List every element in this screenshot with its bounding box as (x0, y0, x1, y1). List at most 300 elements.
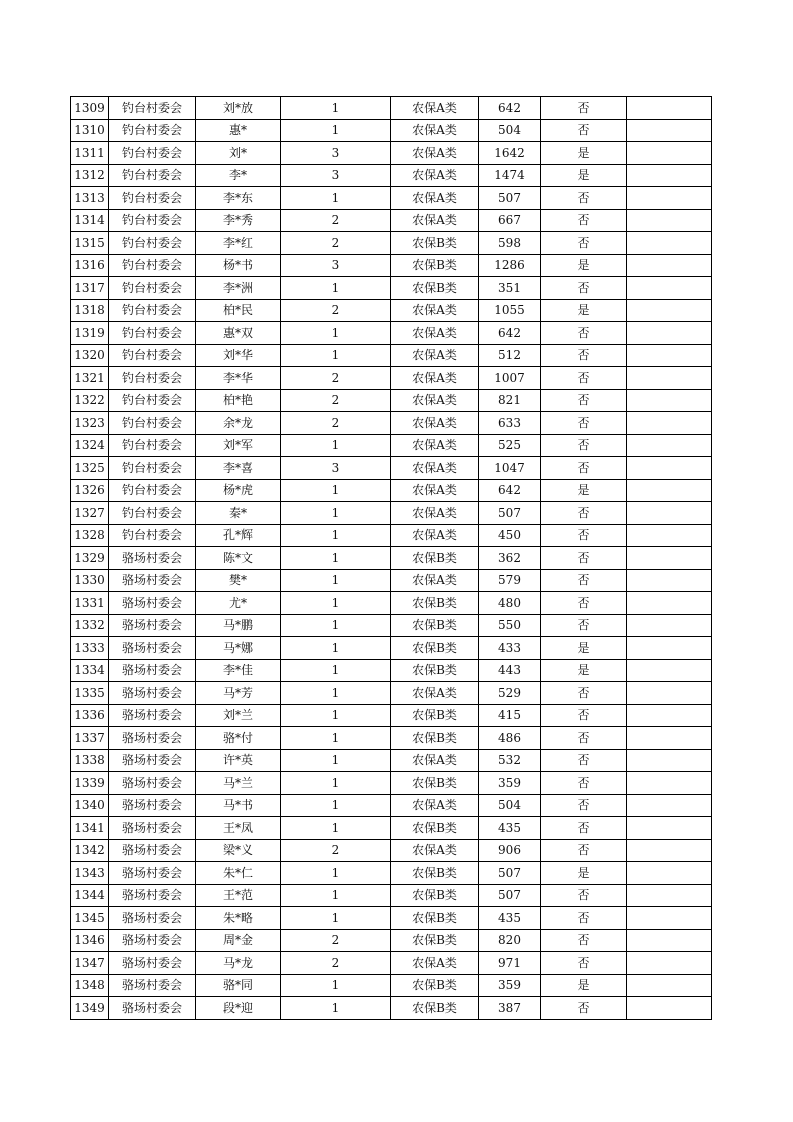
cell-insurance-category: 农保B类 (391, 614, 479, 637)
cell-remark (627, 637, 712, 660)
table-row (71, 974, 712, 997)
cell-household-count: 1 (281, 547, 391, 570)
cell-row-number: 1323 (71, 412, 109, 435)
cell-household-count: 1 (281, 569, 391, 592)
cell-flag-yes-no: 否 (541, 772, 627, 795)
cell-flag-yes-no: 否 (541, 614, 627, 637)
cell-household-count: 1 (281, 344, 391, 367)
cell-person-name: 李*佳 (196, 659, 281, 682)
cell-village-committee: 骆场村委会 (109, 749, 196, 772)
cell-village-committee: 钓台村委会 (109, 209, 196, 232)
cell-person-name: 刘* (196, 142, 281, 165)
cell-household-count: 3 (281, 457, 391, 480)
cell-amount: 415 (479, 704, 541, 727)
cell-household-count: 2 (281, 412, 391, 435)
cell-amount: 512 (479, 344, 541, 367)
cell-row-number: 1318 (71, 299, 109, 322)
cell-village-committee: 钓台村委会 (109, 344, 196, 367)
cell-flag-yes-no: 否 (541, 457, 627, 480)
cell-row-number: 1320 (71, 344, 109, 367)
cell-insurance-category: 农保B类 (391, 727, 479, 750)
table-row (71, 637, 712, 660)
cell-household-count: 2 (281, 929, 391, 952)
table-row (71, 929, 712, 952)
table-row (71, 952, 712, 975)
cell-person-name: 柏*艳 (196, 389, 281, 412)
cell-row-number: 1315 (71, 232, 109, 255)
cell-remark (627, 997, 712, 1020)
cell-flag-yes-no: 否 (541, 794, 627, 817)
cell-village-committee: 钓台村委会 (109, 502, 196, 525)
cell-row-number: 1333 (71, 637, 109, 660)
cell-flag-yes-no: 否 (541, 187, 627, 210)
cell-person-name: 王*范 (196, 884, 281, 907)
cell-flag-yes-no: 否 (541, 839, 627, 862)
cell-flag-yes-no: 否 (541, 817, 627, 840)
cell-person-name: 马*娜 (196, 637, 281, 660)
cell-insurance-category: 农保A类 (391, 434, 479, 457)
cell-remark (627, 412, 712, 435)
cell-flag-yes-no: 是 (541, 659, 627, 682)
cell-row-number: 1321 (71, 367, 109, 390)
cell-amount: 480 (479, 592, 541, 615)
cell-person-name: 朱*仁 (196, 862, 281, 885)
table-row (71, 344, 712, 367)
cell-amount: 971 (479, 952, 541, 975)
cell-remark (627, 142, 712, 165)
cell-flag-yes-no: 否 (541, 97, 627, 120)
cell-village-committee: 骆场村委会 (109, 772, 196, 795)
table-row (71, 457, 712, 480)
table-row (71, 592, 712, 615)
cell-village-committee: 钓台村委会 (109, 457, 196, 480)
table-row (71, 749, 712, 772)
cell-insurance-category: 农保B类 (391, 704, 479, 727)
cell-household-count: 1 (281, 637, 391, 660)
cell-village-committee: 骆场村委会 (109, 547, 196, 570)
cell-row-number: 1331 (71, 592, 109, 615)
cell-row-number: 1337 (71, 727, 109, 750)
cell-household-count: 1 (281, 524, 391, 547)
cell-flag-yes-no: 是 (541, 254, 627, 277)
cell-flag-yes-no: 是 (541, 974, 627, 997)
cell-row-number: 1341 (71, 817, 109, 840)
cell-flag-yes-no: 否 (541, 952, 627, 975)
cell-remark (627, 119, 712, 142)
cell-amount: 507 (479, 884, 541, 907)
cell-amount: 486 (479, 727, 541, 750)
cell-row-number: 1322 (71, 389, 109, 412)
cell-remark (627, 344, 712, 367)
cell-flag-yes-no: 是 (541, 142, 627, 165)
cell-flag-yes-no: 是 (541, 479, 627, 502)
cell-village-committee: 骆场村委会 (109, 974, 196, 997)
cell-household-count: 2 (281, 367, 391, 390)
cell-household-count: 1 (281, 659, 391, 682)
cell-person-name: 王*凤 (196, 817, 281, 840)
cell-remark (627, 254, 712, 277)
cell-insurance-category: 农保A类 (391, 682, 479, 705)
cell-village-committee: 钓台村委会 (109, 142, 196, 165)
cell-person-name: 骆*付 (196, 727, 281, 750)
cell-household-count: 1 (281, 749, 391, 772)
cell-amount: 443 (479, 659, 541, 682)
cell-flag-yes-no: 否 (541, 232, 627, 255)
cell-remark (627, 524, 712, 547)
cell-amount: 359 (479, 772, 541, 795)
cell-flag-yes-no: 否 (541, 547, 627, 570)
cell-village-committee: 骆场村委会 (109, 637, 196, 660)
cell-person-name: 马*兰 (196, 772, 281, 795)
cell-person-name: 李* (196, 164, 281, 187)
cell-insurance-category: 农保B类 (391, 997, 479, 1020)
cell-insurance-category: 农保A类 (391, 457, 479, 480)
cell-insurance-category: 农保B类 (391, 254, 479, 277)
cell-household-count: 1 (281, 97, 391, 120)
cell-remark (627, 974, 712, 997)
cell-row-number: 1326 (71, 479, 109, 502)
cell-household-count: 1 (281, 322, 391, 345)
table-row (71, 367, 712, 390)
cell-insurance-category: 农保A类 (391, 209, 479, 232)
cell-flag-yes-no: 否 (541, 727, 627, 750)
cell-amount: 1474 (479, 164, 541, 187)
cell-flag-yes-no: 否 (541, 569, 627, 592)
cell-insurance-category: 农保A类 (391, 142, 479, 165)
table-row (71, 434, 712, 457)
cell-village-committee: 钓台村委会 (109, 119, 196, 142)
cell-village-committee: 钓台村委会 (109, 524, 196, 547)
table-row (71, 547, 712, 570)
cell-amount: 1047 (479, 457, 541, 480)
cell-person-name: 尤* (196, 592, 281, 615)
cell-person-name: 刘*兰 (196, 704, 281, 727)
cell-flag-yes-no: 否 (541, 592, 627, 615)
table-row (71, 322, 712, 345)
cell-flag-yes-no: 否 (541, 322, 627, 345)
cell-remark (627, 367, 712, 390)
cell-flag-yes-no: 否 (541, 929, 627, 952)
cell-row-number: 1342 (71, 839, 109, 862)
cell-remark (627, 952, 712, 975)
cell-row-number: 1346 (71, 929, 109, 952)
cell-amount: 525 (479, 434, 541, 457)
cell-amount: 821 (479, 389, 541, 412)
cell-amount: 387 (479, 997, 541, 1020)
cell-row-number: 1330 (71, 569, 109, 592)
cell-flag-yes-no: 否 (541, 412, 627, 435)
cell-row-number: 1328 (71, 524, 109, 547)
cell-insurance-category: 农保B类 (391, 592, 479, 615)
cell-amount: 433 (479, 637, 541, 660)
table-row (71, 299, 712, 322)
cell-person-name: 李*洲 (196, 277, 281, 300)
cell-amount: 642 (479, 322, 541, 345)
cell-insurance-category: 农保A类 (391, 344, 479, 367)
cell-insurance-category: 农保A类 (391, 502, 479, 525)
cell-insurance-category: 农保A类 (391, 119, 479, 142)
cell-household-count: 2 (281, 232, 391, 255)
cell-amount: 667 (479, 209, 541, 232)
cell-remark (627, 839, 712, 862)
cell-insurance-category: 农保A类 (391, 187, 479, 210)
cell-village-committee: 钓台村委会 (109, 299, 196, 322)
cell-person-name: 杨*书 (196, 254, 281, 277)
cell-amount: 504 (479, 794, 541, 817)
cell-row-number: 1316 (71, 254, 109, 277)
cell-person-name: 刘*放 (196, 97, 281, 120)
cell-household-count: 1 (281, 434, 391, 457)
cell-household-count: 2 (281, 299, 391, 322)
cell-amount: 633 (479, 412, 541, 435)
cell-amount: 642 (479, 479, 541, 502)
cell-amount: 532 (479, 749, 541, 772)
cell-remark (627, 862, 712, 885)
cell-person-name: 朱*略 (196, 907, 281, 930)
cell-village-committee: 钓台村委会 (109, 367, 196, 390)
cell-household-count: 1 (281, 704, 391, 727)
cell-remark (627, 479, 712, 502)
cell-insurance-category: 农保A类 (391, 952, 479, 975)
table-row (71, 884, 712, 907)
cell-flag-yes-no: 是 (541, 637, 627, 660)
cell-insurance-category: 农保B类 (391, 974, 479, 997)
cell-village-committee: 钓台村委会 (109, 322, 196, 345)
cell-insurance-category: 农保A类 (391, 322, 479, 345)
cell-insurance-category: 农保B类 (391, 547, 479, 570)
cell-row-number: 1335 (71, 682, 109, 705)
cell-household-count: 3 (281, 254, 391, 277)
cell-village-committee: 骆场村委会 (109, 569, 196, 592)
table-row (71, 524, 712, 547)
cell-person-name: 余*龙 (196, 412, 281, 435)
cell-person-name: 李*喜 (196, 457, 281, 480)
cell-insurance-category: 农保B类 (391, 862, 479, 885)
cell-remark (627, 434, 712, 457)
cell-flag-yes-no: 是 (541, 164, 627, 187)
table-row (71, 907, 712, 930)
cell-flag-yes-no: 否 (541, 884, 627, 907)
cell-row-number: 1313 (71, 187, 109, 210)
cell-row-number: 1349 (71, 997, 109, 1020)
cell-insurance-category: 农保A类 (391, 164, 479, 187)
cell-household-count: 1 (281, 682, 391, 705)
cell-household-count: 1 (281, 974, 391, 997)
cell-remark (627, 502, 712, 525)
cell-row-number: 1334 (71, 659, 109, 682)
cell-village-committee: 骆场村委会 (109, 929, 196, 952)
cell-person-name: 段*迎 (196, 997, 281, 1020)
cell-village-committee: 钓台村委会 (109, 479, 196, 502)
cell-insurance-category: 农保A类 (391, 569, 479, 592)
cell-remark (627, 704, 712, 727)
cell-person-name: 柏*民 (196, 299, 281, 322)
cell-amount: 507 (479, 862, 541, 885)
cell-village-committee: 骆场村委会 (109, 884, 196, 907)
cell-remark (627, 389, 712, 412)
cell-village-committee: 钓台村委会 (109, 254, 196, 277)
cell-household-count: 3 (281, 164, 391, 187)
cell-village-committee: 骆场村委会 (109, 614, 196, 637)
cell-person-name: 梁*义 (196, 839, 281, 862)
cell-insurance-category: 农保B类 (391, 659, 479, 682)
cell-household-count: 1 (281, 727, 391, 750)
cell-row-number: 1309 (71, 97, 109, 120)
cell-amount: 529 (479, 682, 541, 705)
cell-household-count: 1 (281, 479, 391, 502)
cell-household-count: 1 (281, 592, 391, 615)
cell-household-count: 2 (281, 209, 391, 232)
cell-flag-yes-no: 否 (541, 344, 627, 367)
cell-row-number: 1344 (71, 884, 109, 907)
cell-remark (627, 884, 712, 907)
cell-person-name: 李*秀 (196, 209, 281, 232)
cell-remark (627, 659, 712, 682)
cell-insurance-category: 农保A类 (391, 749, 479, 772)
cell-row-number: 1311 (71, 142, 109, 165)
cell-remark (627, 907, 712, 930)
cell-household-count: 1 (281, 772, 391, 795)
cell-row-number: 1325 (71, 457, 109, 480)
cell-insurance-category: 农保B类 (391, 637, 479, 660)
cell-insurance-category: 农保B类 (391, 277, 479, 300)
table-row (71, 659, 712, 682)
cell-household-count: 1 (281, 884, 391, 907)
cell-flag-yes-no: 否 (541, 389, 627, 412)
cell-amount: 359 (479, 974, 541, 997)
cell-flag-yes-no: 否 (541, 277, 627, 300)
cell-remark (627, 569, 712, 592)
cell-village-committee: 骆场村委会 (109, 862, 196, 885)
cell-amount: 598 (479, 232, 541, 255)
cell-insurance-category: 农保A类 (391, 97, 479, 120)
cell-person-name: 李*东 (196, 187, 281, 210)
cell-row-number: 1310 (71, 119, 109, 142)
cell-household-count: 1 (281, 907, 391, 930)
cell-person-name: 刘*军 (196, 434, 281, 457)
cell-row-number: 1345 (71, 907, 109, 930)
cell-amount: 504 (479, 119, 541, 142)
cell-row-number: 1347 (71, 952, 109, 975)
cell-insurance-category: 农保A类 (391, 299, 479, 322)
cell-remark (627, 322, 712, 345)
cell-remark (627, 772, 712, 795)
table-row (71, 412, 712, 435)
cell-person-name: 马*芳 (196, 682, 281, 705)
cell-insurance-category: 农保A类 (391, 839, 479, 862)
cell-amount: 1642 (479, 142, 541, 165)
cell-amount: 579 (479, 569, 541, 592)
cell-amount: 820 (479, 929, 541, 952)
cell-person-name: 骆*同 (196, 974, 281, 997)
cell-amount: 435 (479, 817, 541, 840)
cell-village-committee: 骆场村委会 (109, 952, 196, 975)
cell-household-count: 1 (281, 794, 391, 817)
cell-remark (627, 97, 712, 120)
table-row (71, 142, 712, 165)
table-row (71, 502, 712, 525)
cell-person-name: 李*红 (196, 232, 281, 255)
cell-household-count: 2 (281, 389, 391, 412)
cell-person-name: 秦* (196, 502, 281, 525)
cell-row-number: 1340 (71, 794, 109, 817)
cell-remark (627, 277, 712, 300)
cell-village-committee: 钓台村委会 (109, 412, 196, 435)
cell-person-name: 马*鹏 (196, 614, 281, 637)
cell-remark (627, 817, 712, 840)
cell-amount: 351 (479, 277, 541, 300)
cell-flag-yes-no: 是 (541, 299, 627, 322)
cell-flag-yes-no: 否 (541, 434, 627, 457)
table-row (71, 569, 712, 592)
cell-insurance-category: 农保B类 (391, 817, 479, 840)
cell-flag-yes-no: 否 (541, 367, 627, 390)
cell-row-number: 1348 (71, 974, 109, 997)
cell-insurance-category: 农保A类 (391, 794, 479, 817)
cell-row-number: 1343 (71, 862, 109, 885)
table-row (71, 479, 712, 502)
cell-person-name: 马*书 (196, 794, 281, 817)
roster-table (70, 96, 712, 1020)
table-row (71, 209, 712, 232)
cell-household-count: 1 (281, 817, 391, 840)
cell-person-name: 马*龙 (196, 952, 281, 975)
table-row (71, 119, 712, 142)
cell-village-committee: 骆场村委会 (109, 727, 196, 750)
cell-amount: 362 (479, 547, 541, 570)
table-row (71, 254, 712, 277)
table-row (71, 682, 712, 705)
cell-village-committee: 钓台村委会 (109, 434, 196, 457)
cell-amount: 550 (479, 614, 541, 637)
cell-person-name: 惠* (196, 119, 281, 142)
cell-remark (627, 794, 712, 817)
cell-household-count: 3 (281, 142, 391, 165)
cell-row-number: 1327 (71, 502, 109, 525)
cell-flag-yes-no: 否 (541, 502, 627, 525)
cell-insurance-category: 农保B类 (391, 929, 479, 952)
cell-village-committee: 骆场村委会 (109, 997, 196, 1020)
cell-flag-yes-no: 否 (541, 997, 627, 1020)
table-row (71, 389, 712, 412)
cell-household-count: 1 (281, 502, 391, 525)
cell-village-committee: 骆场村委会 (109, 817, 196, 840)
cell-insurance-category: 农保B类 (391, 772, 479, 795)
cell-remark (627, 547, 712, 570)
cell-row-number: 1336 (71, 704, 109, 727)
cell-remark (627, 209, 712, 232)
cell-flag-yes-no: 否 (541, 749, 627, 772)
cell-household-count: 1 (281, 997, 391, 1020)
cell-insurance-category: 农保A类 (391, 412, 479, 435)
cell-amount: 1055 (479, 299, 541, 322)
cell-row-number: 1314 (71, 209, 109, 232)
cell-person-name: 刘*华 (196, 344, 281, 367)
cell-row-number: 1319 (71, 322, 109, 345)
cell-flag-yes-no: 否 (541, 704, 627, 727)
cell-village-committee: 骆场村委会 (109, 659, 196, 682)
cell-person-name: 孔*辉 (196, 524, 281, 547)
cell-village-committee: 钓台村委会 (109, 187, 196, 210)
cell-household-count: 1 (281, 862, 391, 885)
cell-amount: 1007 (479, 367, 541, 390)
cell-village-committee: 钓台村委会 (109, 97, 196, 120)
cell-amount: 1286 (479, 254, 541, 277)
cell-amount: 450 (479, 524, 541, 547)
cell-village-committee: 骆场村委会 (109, 907, 196, 930)
roster-body (71, 97, 712, 1020)
cell-remark (627, 232, 712, 255)
